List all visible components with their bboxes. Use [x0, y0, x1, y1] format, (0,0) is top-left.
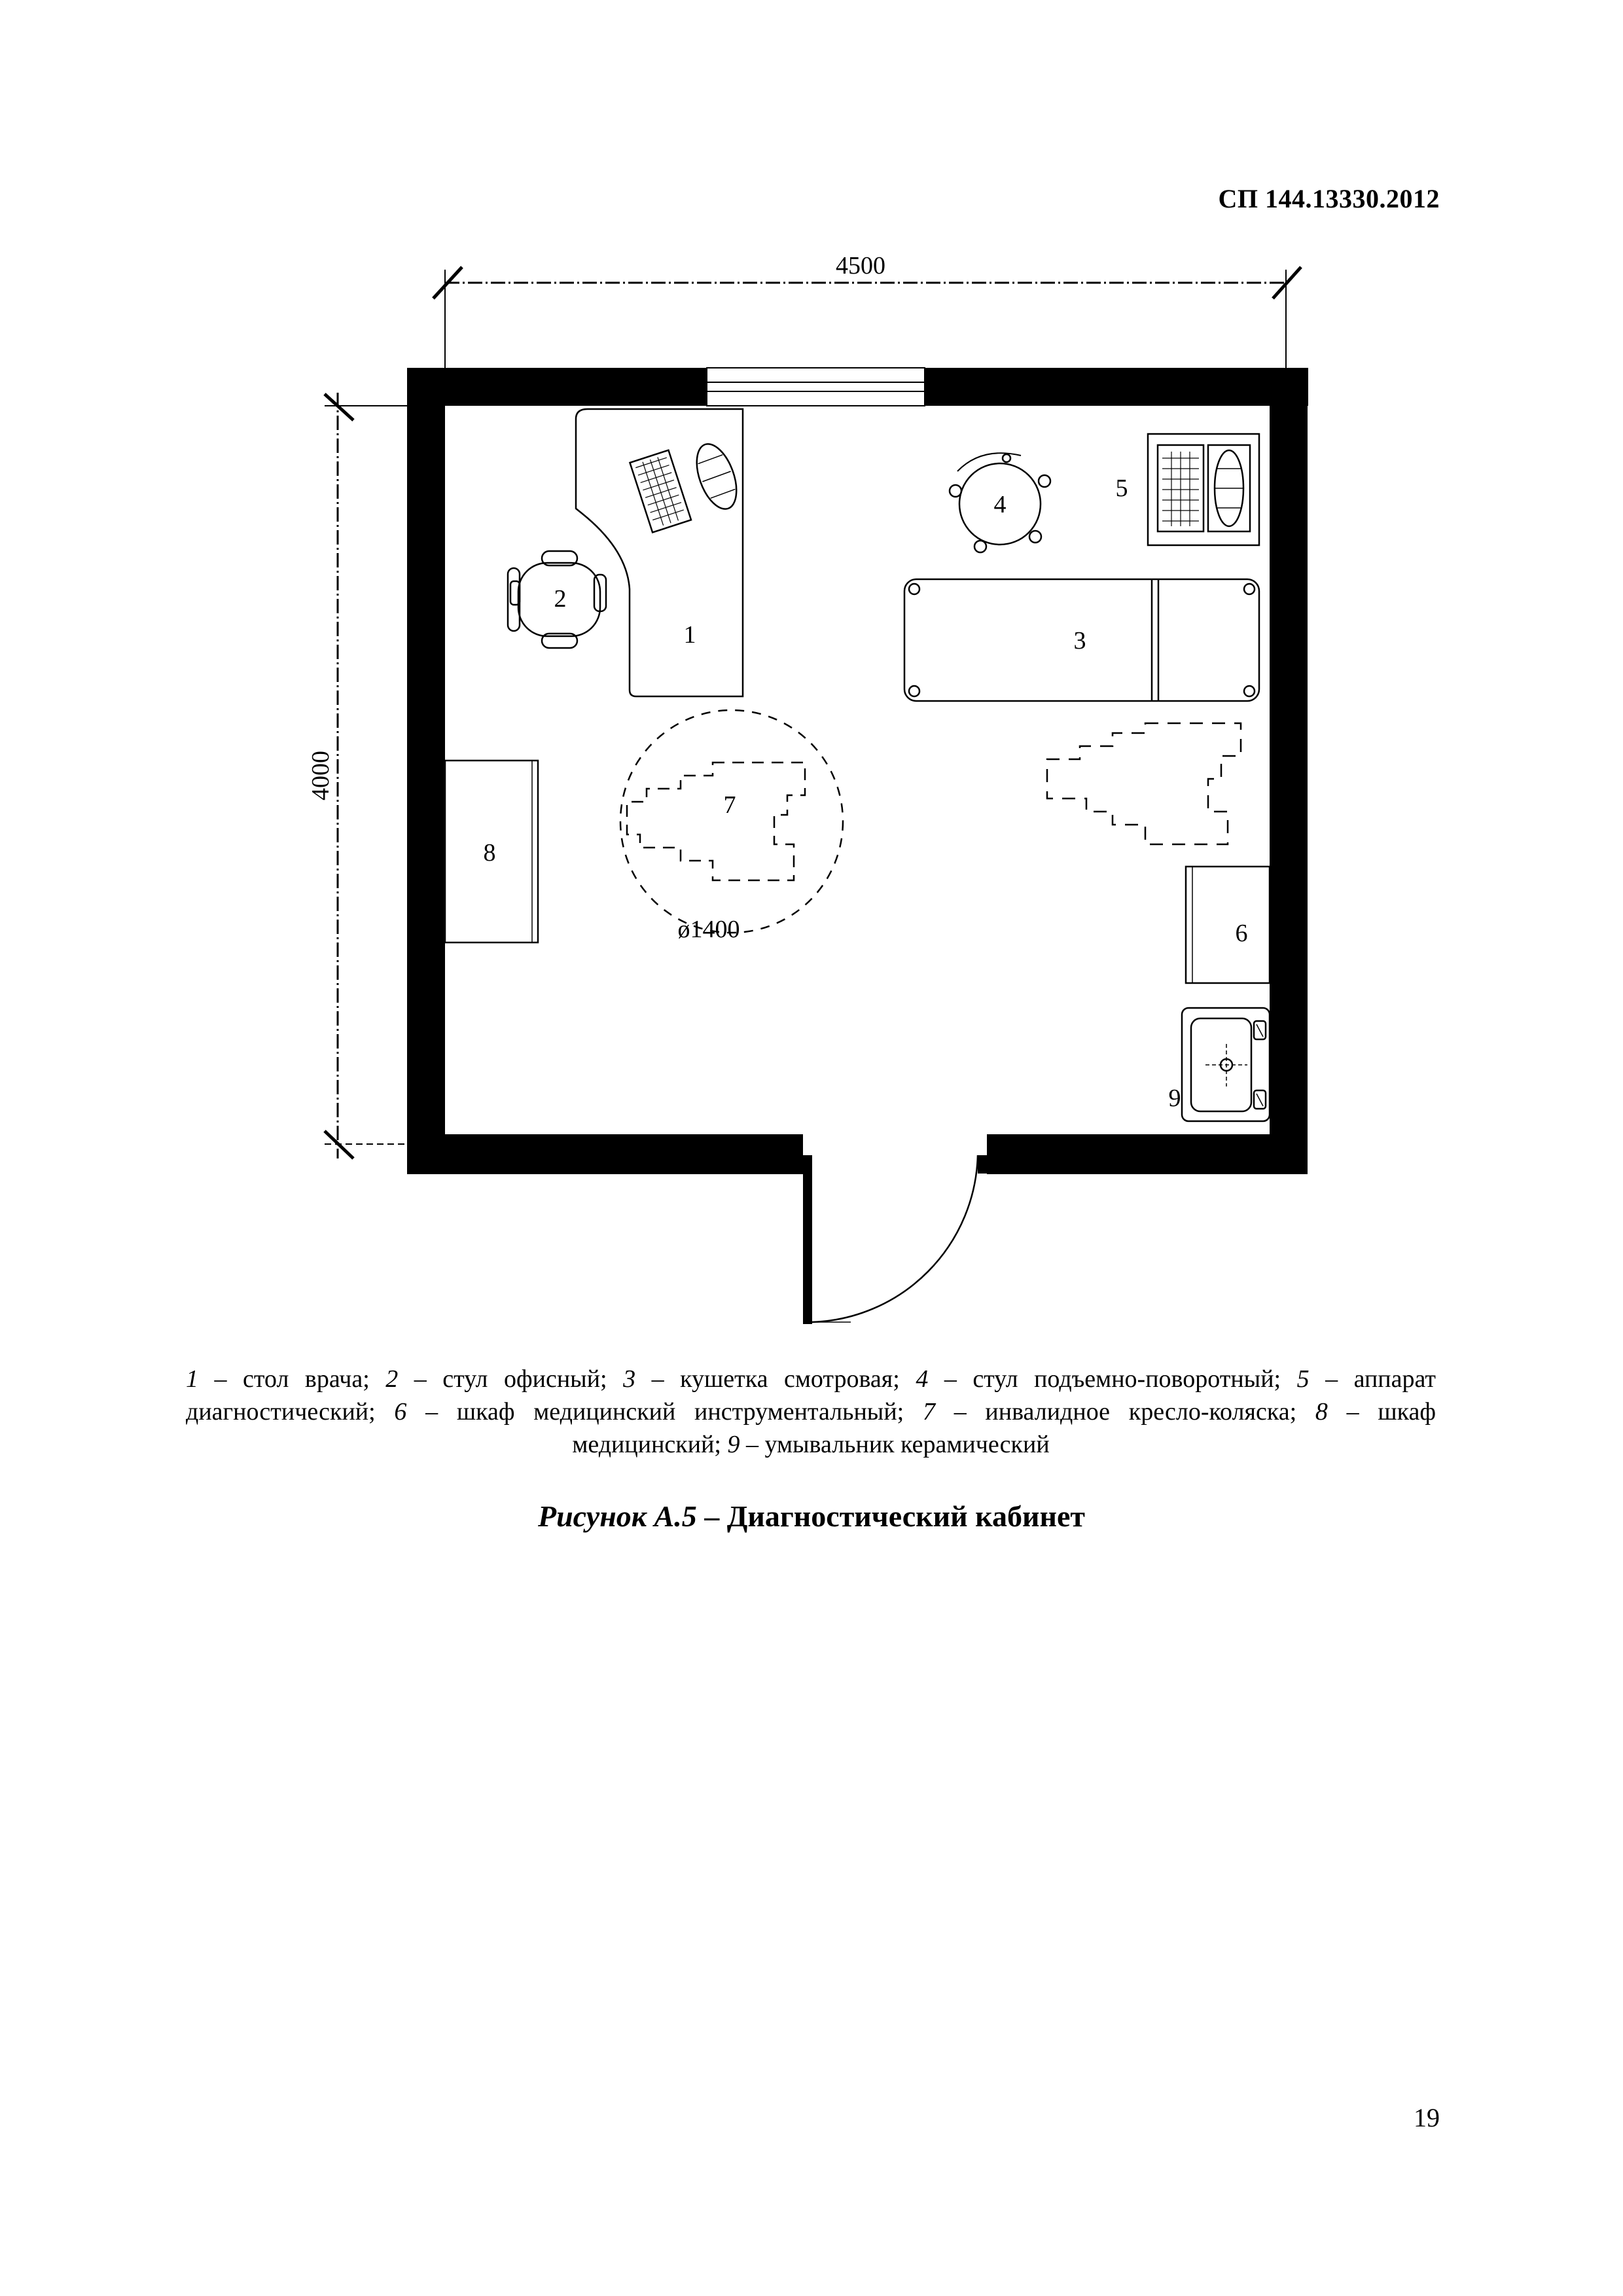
wheelchair-turning-circle — [620, 710, 843, 933]
legend-item-7: 7 – инвалидное кресло-коляска; — [922, 1398, 1315, 1426]
page-number: 19 — [1414, 2103, 1440, 2132]
legend-item-4: 4 – стул подъемно-поворотный; — [916, 1365, 1297, 1393]
item-number-3: 3 — [1073, 627, 1086, 655]
room-walls — [407, 368, 1308, 1174]
legend-item-1: 1 – стол врача; — [186, 1365, 386, 1393]
legend-item-2: 2 – стул офисный; — [385, 1365, 624, 1393]
item-number-6: 6 — [1235, 920, 1248, 947]
item-number-8: 8 — [483, 839, 496, 867]
item-number-9: 9 — [1168, 1085, 1181, 1112]
item-number-1: 1 — [683, 621, 696, 649]
doctor-desk — [576, 409, 744, 696]
door — [803, 1155, 987, 1324]
figure-title: – Диагностический кабинет — [696, 1499, 1085, 1533]
figure-number: Рисунок А.5 — [538, 1499, 697, 1533]
legend-item-3: 3 – кушетка смотровая; — [623, 1365, 916, 1393]
item-number-2: 2 — [554, 585, 567, 613]
item-number-5: 5 — [1115, 475, 1128, 502]
monitor-icon — [689, 439, 744, 514]
instrument-cabinet — [1186, 867, 1270, 983]
width-dimension — [433, 267, 1301, 373]
keyboard-icon — [630, 450, 691, 533]
diagnostic-apparatus — [1148, 434, 1259, 545]
item-number-4: 4 — [993, 491, 1007, 518]
legend-item-9: 9 – умывальник керамический — [727, 1431, 1050, 1458]
height-dimension — [325, 393, 414, 1158]
legend-item-5: 5 – аппарат диагностический; — [186, 1365, 1436, 1426]
figure-caption — [0, 1499, 1623, 1534]
turning-circle-diameter-label: ø1400 — [677, 916, 740, 943]
height-dimension-label: 4000 — [307, 751, 334, 800]
legend-item-8: 8 – шкаф медицинский; — [572, 1398, 1436, 1458]
width-dimension-label: 4500 — [836, 252, 885, 279]
legend-item-6: 6 – шкаф медицинский инструментальный; — [394, 1398, 923, 1426]
window — [707, 368, 925, 406]
document-code: СП 144.13330.2012 — [1218, 184, 1440, 213]
wheelchair-footprint — [1047, 723, 1241, 844]
washbasin — [1182, 1008, 1270, 1121]
item-number-7: 7 — [723, 791, 736, 819]
figure-legend — [186, 1363, 1436, 1461]
